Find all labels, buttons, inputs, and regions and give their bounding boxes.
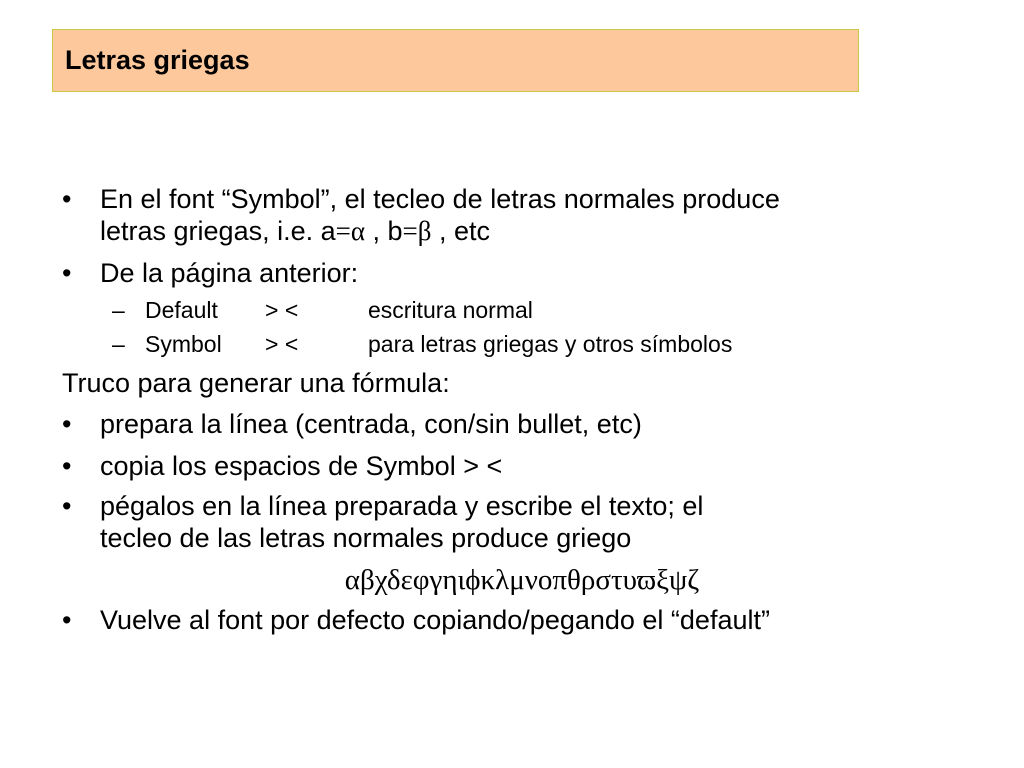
sub-item-symbol-name: Symbol xyxy=(145,331,222,357)
bullet-1-prefix: letras griegas, i.e. a xyxy=(100,216,336,246)
bullet-1-end: , etc xyxy=(431,216,491,246)
bullet-2-text: De la página anterior: xyxy=(100,258,359,288)
sub-item-symbol-symbols: > < xyxy=(265,331,299,357)
bullet-marker: • xyxy=(62,184,72,214)
bullet-5-line-2: tecleo de las letras normales produce griego xyxy=(100,523,632,553)
alpha-symbol: α xyxy=(350,216,366,246)
truco-heading: Truco para generar una fórmula: xyxy=(62,368,450,398)
bullet-marker: • xyxy=(62,451,72,481)
bullet-marker: • xyxy=(62,258,72,288)
slide-title: Letras griegas xyxy=(65,45,250,75)
sub-item-symbol-desc: para letras griegas y otros símbolos xyxy=(368,331,733,357)
greek-alphabet-line: αβχδεφγηιϕκλμνοπθρστυϖξψζ xyxy=(344,564,700,596)
bullet-4-text: copia los espacios de Symbol > < xyxy=(100,451,503,481)
bullet-marker: • xyxy=(62,409,72,439)
sub-dash: – xyxy=(112,297,125,323)
bullet-5-line-1: pégalos en la línea preparada y escribe el texto; el xyxy=(100,491,704,521)
bullet-3-text: prepara la línea (centrada, con/sin bullet, etc) xyxy=(100,409,642,439)
bullet-marker: • xyxy=(62,605,72,635)
sub-item-default-desc: escritura normal xyxy=(368,297,533,323)
bullet-1-line-2 xyxy=(100,215,490,247)
equals-sign: = xyxy=(335,216,351,246)
sub-item-default-symbols: > < xyxy=(265,297,299,323)
equals-sign-2: = xyxy=(402,216,418,246)
bullet-6-text: Vuelve al font por defecto copiando/pegando el “default” xyxy=(100,605,770,635)
sub-dash: – xyxy=(112,331,125,357)
bullet-marker: • xyxy=(62,491,72,521)
sub-item-default-name: Default xyxy=(145,297,218,323)
bullet-1-mid: , b xyxy=(365,216,403,246)
bullet-1-line-1: En el font “Symbol”, el tecleo de letras normales produce xyxy=(100,184,780,214)
beta-symbol: β xyxy=(417,216,432,246)
